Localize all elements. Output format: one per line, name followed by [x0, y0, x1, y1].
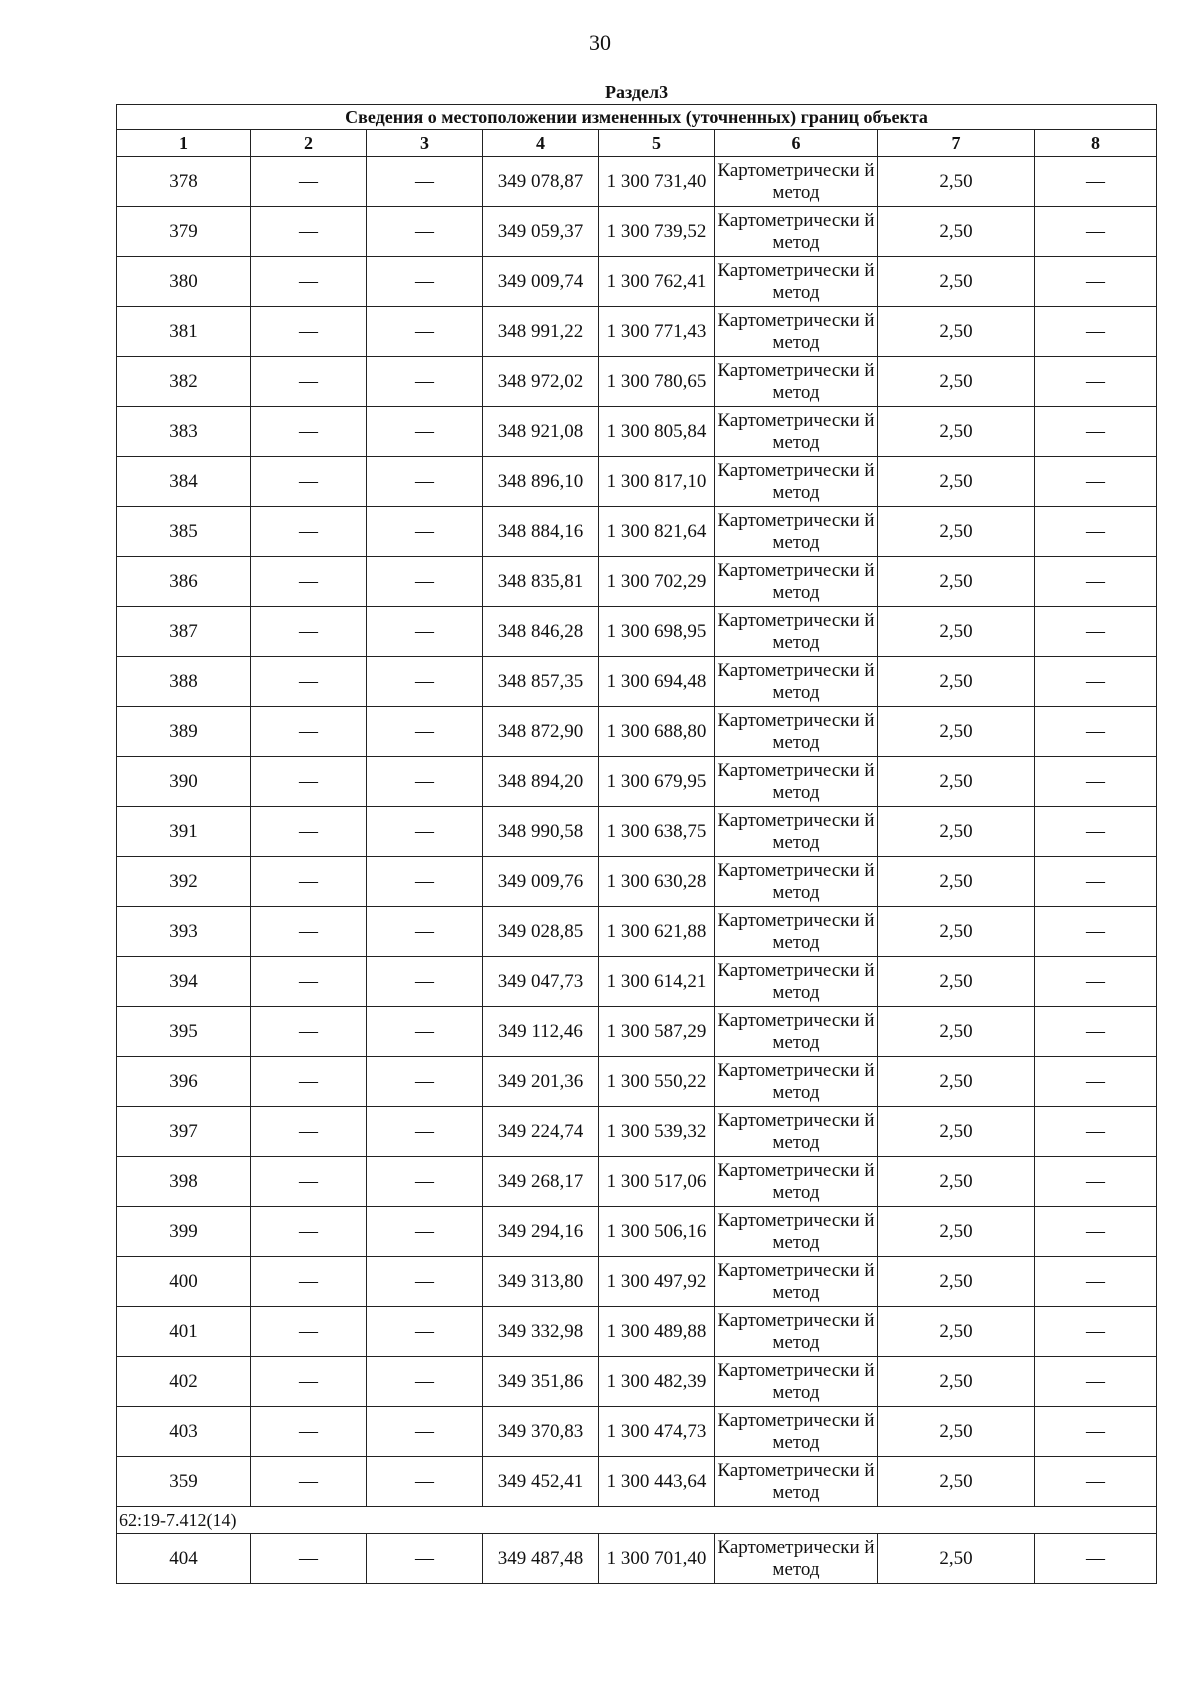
col3-cell: —	[367, 957, 483, 1007]
col2-cell: —	[251, 1407, 367, 1457]
accuracy-cell: 2,50	[878, 407, 1035, 457]
col2-cell: —	[251, 507, 367, 557]
col2-cell: —	[251, 1534, 367, 1584]
accuracy-cell: 2,50	[878, 307, 1035, 357]
column-header: 1	[117, 130, 251, 157]
col2-cell: —	[251, 207, 367, 257]
y-coordinate-cell: 1 300 587,29	[599, 1007, 715, 1057]
col8-cell: —	[1035, 407, 1157, 457]
boundary-table	[116, 80, 1157, 1584]
x-coordinate-cell: 349 112,46	[483, 1007, 599, 1057]
y-coordinate-cell: 1 300 780,65	[599, 357, 715, 407]
y-coordinate-cell: 1 300 688,80	[599, 707, 715, 757]
col3-cell: —	[367, 207, 483, 257]
accuracy-cell: 2,50	[878, 257, 1035, 307]
table-row	[117, 207, 1157, 257]
col3-cell: —	[367, 407, 483, 457]
accuracy-cell: 2,50	[878, 1057, 1035, 1107]
col8-cell: —	[1035, 1357, 1157, 1407]
page-number: 30	[589, 30, 611, 55]
col8-cell: —	[1035, 1257, 1157, 1307]
y-coordinate-cell: 1 300 506,16	[599, 1207, 715, 1257]
col2-cell: —	[251, 1257, 367, 1307]
group-row	[117, 1507, 1157, 1534]
point-number-cell: 398	[117, 1157, 251, 1207]
col8-cell: —	[1035, 957, 1157, 1007]
y-coordinate-cell: 1 300 679,95	[599, 757, 715, 807]
col8-cell: —	[1035, 857, 1157, 907]
col2-cell: —	[251, 807, 367, 857]
x-coordinate-cell: 349 351,86	[483, 1357, 599, 1407]
y-coordinate-cell: 1 300 539,32	[599, 1107, 715, 1157]
accuracy-cell: 2,50	[878, 907, 1035, 957]
col3-cell: —	[367, 1457, 483, 1507]
col2-cell: —	[251, 757, 367, 807]
table-title-row	[117, 105, 1157, 130]
point-number-cell: 378	[117, 157, 251, 207]
col8-cell: —	[1035, 307, 1157, 357]
col8-cell: —	[1035, 707, 1157, 757]
section-title: Раздел3	[605, 82, 669, 102]
y-coordinate-cell: 1 300 517,06	[599, 1157, 715, 1207]
method-cell: Картометрически й метод	[715, 1407, 878, 1457]
method-cell: Картометрически й метод	[715, 207, 878, 257]
col3-cell: —	[367, 257, 483, 307]
x-coordinate-cell: 349 028,85	[483, 907, 599, 957]
col3-cell: —	[367, 1257, 483, 1307]
col8-cell: —	[1035, 657, 1157, 707]
col3-cell: —	[367, 857, 483, 907]
col3-cell: —	[367, 1107, 483, 1157]
table-row	[117, 1257, 1157, 1307]
accuracy-cell: 2,50	[878, 657, 1035, 707]
col8-cell: —	[1035, 1307, 1157, 1357]
column-header: 3	[367, 130, 483, 157]
accuracy-cell: 2,50	[878, 1457, 1035, 1507]
x-coordinate-cell: 349 078,87	[483, 157, 599, 207]
y-coordinate-cell: 1 300 443,64	[599, 1457, 715, 1507]
y-coordinate-cell: 1 300 762,41	[599, 257, 715, 307]
table-row	[117, 307, 1157, 357]
col2-cell: —	[251, 657, 367, 707]
accuracy-cell: 2,50	[878, 207, 1035, 257]
method-cell: Картометрически й метод	[715, 707, 878, 757]
col3-cell: —	[367, 707, 483, 757]
table-row	[117, 1457, 1157, 1507]
point-number-cell: 381	[117, 307, 251, 357]
point-number-cell: 396	[117, 1057, 251, 1107]
col8-cell: —	[1035, 1107, 1157, 1157]
column-header: 6	[715, 130, 878, 157]
column-header: 5	[599, 130, 715, 157]
table-row	[117, 707, 1157, 757]
point-number-cell: 394	[117, 957, 251, 1007]
x-coordinate-cell: 348 896,10	[483, 457, 599, 507]
method-cell: Картометрически й метод	[715, 1257, 878, 1307]
y-coordinate-cell: 1 300 482,39	[599, 1357, 715, 1407]
table-row	[117, 407, 1157, 457]
y-coordinate-cell: 1 300 630,28	[599, 857, 715, 907]
col3-cell: —	[367, 1007, 483, 1057]
col2-cell: —	[251, 857, 367, 907]
x-coordinate-cell: 349 224,74	[483, 1107, 599, 1157]
y-coordinate-cell: 1 300 497,92	[599, 1257, 715, 1307]
method-cell: Картометрически й метод	[715, 1457, 878, 1507]
point-number-cell: 391	[117, 807, 251, 857]
y-coordinate-cell: 1 300 694,48	[599, 657, 715, 707]
x-coordinate-cell: 349 313,80	[483, 1257, 599, 1307]
col8-cell: —	[1035, 157, 1157, 207]
accuracy-cell: 2,50	[878, 1357, 1035, 1407]
x-coordinate-cell: 348 991,22	[483, 307, 599, 357]
table-row	[117, 557, 1157, 607]
x-coordinate-cell: 348 972,02	[483, 357, 599, 407]
col8-cell: —	[1035, 357, 1157, 407]
table-row	[117, 1057, 1157, 1107]
col2-cell: —	[251, 1057, 367, 1107]
y-coordinate-cell: 1 300 731,40	[599, 157, 715, 207]
method-cell: Картометрически й метод	[715, 807, 878, 857]
col3-cell: —	[367, 457, 483, 507]
table-row	[117, 1407, 1157, 1457]
accuracy-cell: 2,50	[878, 607, 1035, 657]
x-coordinate-cell: 348 894,20	[483, 757, 599, 807]
method-cell: Картометрически й метод	[715, 557, 878, 607]
point-number-cell: 389	[117, 707, 251, 757]
col2-cell: —	[251, 1107, 367, 1157]
col8-cell: —	[1035, 1534, 1157, 1584]
accuracy-cell: 2,50	[878, 1307, 1035, 1357]
x-coordinate-cell: 349 009,76	[483, 857, 599, 907]
table-title: Сведения о местоположении измененных (уточненных) границ объекта	[117, 105, 1157, 130]
accuracy-cell: 2,50	[878, 1257, 1035, 1307]
point-number-cell: 401	[117, 1307, 251, 1357]
col8-cell: —	[1035, 1207, 1157, 1257]
table-row	[117, 607, 1157, 657]
col3-cell: —	[367, 1407, 483, 1457]
point-number-cell: 383	[117, 407, 251, 457]
col2-cell: —	[251, 707, 367, 757]
x-coordinate-cell: 349 047,73	[483, 957, 599, 1007]
method-cell: Картометрически й метод	[715, 457, 878, 507]
group-label: 62:19-7.412(14)	[117, 1507, 1157, 1534]
method-cell: Картометрически й метод	[715, 907, 878, 957]
accuracy-cell: 2,50	[878, 707, 1035, 757]
x-coordinate-cell: 348 990,58	[483, 807, 599, 857]
x-coordinate-cell: 349 268,17	[483, 1157, 599, 1207]
y-coordinate-cell: 1 300 702,29	[599, 557, 715, 607]
y-coordinate-cell: 1 300 701,40	[599, 1534, 715, 1584]
col3-cell: —	[367, 1307, 483, 1357]
method-cell: Картометрически й метод	[715, 1057, 878, 1107]
col8-cell: —	[1035, 557, 1157, 607]
x-coordinate-cell: 349 059,37	[483, 207, 599, 257]
point-number-cell: 384	[117, 457, 251, 507]
col2-cell: —	[251, 557, 367, 607]
method-cell: Картометрически й метод	[715, 607, 878, 657]
col2-cell: —	[251, 357, 367, 407]
accuracy-cell: 2,50	[878, 157, 1035, 207]
x-coordinate-cell: 349 452,41	[483, 1457, 599, 1507]
y-coordinate-cell: 1 300 817,10	[599, 457, 715, 507]
point-number-cell: 402	[117, 1357, 251, 1407]
col8-cell: —	[1035, 807, 1157, 857]
column-header: 2	[251, 130, 367, 157]
method-cell: Картометрически й метод	[715, 307, 878, 357]
method-cell: Картометрически й метод	[715, 257, 878, 307]
table-row	[117, 907, 1157, 957]
point-number-cell: 388	[117, 657, 251, 707]
table-row	[117, 1107, 1157, 1157]
method-cell: Картометрически й метод	[715, 507, 878, 557]
point-number-cell: 404	[117, 1534, 251, 1584]
col2-cell: —	[251, 1207, 367, 1257]
accuracy-cell: 2,50	[878, 557, 1035, 607]
col2-cell: —	[251, 1007, 367, 1057]
table-row	[117, 1357, 1157, 1407]
point-number-cell: 392	[117, 857, 251, 907]
col3-cell: —	[367, 807, 483, 857]
method-cell: Картометрически й метод	[715, 407, 878, 457]
point-number-cell: 403	[117, 1407, 251, 1457]
col3-cell: —	[367, 907, 483, 957]
col3-cell: —	[367, 607, 483, 657]
x-coordinate-cell: 348 857,35	[483, 657, 599, 707]
table-row	[117, 857, 1157, 907]
col8-cell: —	[1035, 1457, 1157, 1507]
x-coordinate-cell: 349 370,83	[483, 1407, 599, 1457]
accuracy-cell: 2,50	[878, 1207, 1035, 1257]
method-cell: Картометрически й метод	[715, 1307, 878, 1357]
method-cell: Картометрически й метод	[715, 1357, 878, 1407]
y-coordinate-cell: 1 300 489,88	[599, 1307, 715, 1357]
y-coordinate-cell: 1 300 805,84	[599, 407, 715, 457]
col8-cell: —	[1035, 1407, 1157, 1457]
method-cell: Картометрически й метод	[715, 157, 878, 207]
accuracy-cell: 2,50	[878, 457, 1035, 507]
col8-cell: —	[1035, 257, 1157, 307]
accuracy-cell: 2,50	[878, 357, 1035, 407]
method-cell: Картометрически й метод	[715, 857, 878, 907]
col3-cell: —	[367, 357, 483, 407]
table-row	[117, 1207, 1157, 1257]
x-coordinate-cell: 349 201,36	[483, 1057, 599, 1107]
col2-cell: —	[251, 157, 367, 207]
accuracy-cell: 2,50	[878, 807, 1035, 857]
column-header: 4	[483, 130, 599, 157]
col8-cell: —	[1035, 757, 1157, 807]
table-row	[117, 1307, 1157, 1357]
y-coordinate-cell: 1 300 771,43	[599, 307, 715, 357]
y-coordinate-cell: 1 300 698,95	[599, 607, 715, 657]
col3-cell: —	[367, 1157, 483, 1207]
x-coordinate-cell: 348 921,08	[483, 407, 599, 457]
col8-cell: —	[1035, 507, 1157, 557]
point-number-cell: 390	[117, 757, 251, 807]
column-header: 7	[878, 130, 1035, 157]
y-coordinate-cell: 1 300 621,88	[599, 907, 715, 957]
method-cell: Картометрически й метод	[715, 957, 878, 1007]
point-number-cell: 380	[117, 257, 251, 307]
point-number-cell: 395	[117, 1007, 251, 1057]
col3-cell: —	[367, 1207, 483, 1257]
point-number-cell: 385	[117, 507, 251, 557]
table-row	[117, 257, 1157, 307]
accuracy-cell: 2,50	[878, 1157, 1035, 1207]
table-row	[117, 157, 1157, 207]
col2-cell: —	[251, 957, 367, 1007]
x-coordinate-cell: 348 884,16	[483, 507, 599, 557]
section-title-row	[117, 80, 1157, 105]
col8-cell: —	[1035, 1157, 1157, 1207]
col2-cell: —	[251, 1157, 367, 1207]
table-row	[117, 357, 1157, 407]
method-cell: Картометрически й метод	[715, 1207, 878, 1257]
x-coordinate-cell: 349 487,48	[483, 1534, 599, 1584]
accuracy-cell: 2,50	[878, 757, 1035, 807]
y-coordinate-cell: 1 300 614,21	[599, 957, 715, 1007]
point-number-cell: 386	[117, 557, 251, 607]
y-coordinate-cell: 1 300 821,64	[599, 507, 715, 557]
col3-cell: —	[367, 1057, 483, 1107]
y-coordinate-cell: 1 300 474,73	[599, 1407, 715, 1457]
col8-cell: —	[1035, 607, 1157, 657]
col2-cell: —	[251, 457, 367, 507]
x-coordinate-cell: 349 294,16	[483, 1207, 599, 1257]
col3-cell: —	[367, 507, 483, 557]
point-number-cell: 393	[117, 907, 251, 957]
point-number-cell: 382	[117, 357, 251, 407]
point-number-cell: 397	[117, 1107, 251, 1157]
col8-cell: —	[1035, 907, 1157, 957]
accuracy-cell: 2,50	[878, 507, 1035, 557]
col3-cell: —	[367, 557, 483, 607]
accuracy-cell: 2,50	[878, 1407, 1035, 1457]
col2-cell: —	[251, 907, 367, 957]
col3-cell: —	[367, 1534, 483, 1584]
point-number-cell: 399	[117, 1207, 251, 1257]
point-number-cell: 387	[117, 607, 251, 657]
accuracy-cell: 2,50	[878, 957, 1035, 1007]
method-cell: Картометрически й метод	[715, 1157, 878, 1207]
col2-cell: —	[251, 1307, 367, 1357]
col8-cell: —	[1035, 1057, 1157, 1107]
point-number-cell: 359	[117, 1457, 251, 1507]
method-cell: Картометрически й метод	[715, 657, 878, 707]
table-row	[117, 1534, 1157, 1584]
y-coordinate-cell: 1 300 550,22	[599, 1057, 715, 1107]
method-cell: Картометрически й метод	[715, 757, 878, 807]
table-row	[117, 507, 1157, 557]
col2-cell: —	[251, 407, 367, 457]
col2-cell: —	[251, 307, 367, 357]
col3-cell: —	[367, 157, 483, 207]
x-coordinate-cell: 348 872,90	[483, 707, 599, 757]
table-body	[117, 80, 1157, 1584]
y-coordinate-cell: 1 300 638,75	[599, 807, 715, 857]
y-coordinate-cell: 1 300 739,52	[599, 207, 715, 257]
table-row	[117, 457, 1157, 507]
x-coordinate-cell: 348 835,81	[483, 557, 599, 607]
point-number-cell: 400	[117, 1257, 251, 1307]
column-header: 8	[1035, 130, 1157, 157]
method-cell: Картометрически й метод	[715, 1534, 878, 1584]
col3-cell: —	[367, 657, 483, 707]
table-row	[117, 1007, 1157, 1057]
col8-cell: —	[1035, 207, 1157, 257]
x-coordinate-cell: 348 846,28	[483, 607, 599, 657]
col8-cell: —	[1035, 457, 1157, 507]
point-number-cell: 379	[117, 207, 251, 257]
col3-cell: —	[367, 307, 483, 357]
method-cell: Картометрически й метод	[715, 1107, 878, 1157]
x-coordinate-cell: 349 009,74	[483, 257, 599, 307]
table-row	[117, 807, 1157, 857]
accuracy-cell: 2,50	[878, 1534, 1035, 1584]
table-row	[117, 657, 1157, 707]
col8-cell: —	[1035, 1007, 1157, 1057]
col3-cell: —	[367, 1357, 483, 1407]
col3-cell: —	[367, 757, 483, 807]
col2-cell: —	[251, 1357, 367, 1407]
table-row	[117, 757, 1157, 807]
table-row	[117, 1157, 1157, 1207]
col2-cell: —	[251, 607, 367, 657]
col2-cell: —	[251, 1457, 367, 1507]
table-row	[117, 957, 1157, 1007]
accuracy-cell: 2,50	[878, 857, 1035, 907]
accuracy-cell: 2,50	[878, 1107, 1035, 1157]
method-cell: Картометрически й метод	[715, 357, 878, 407]
x-coordinate-cell: 349 332,98	[483, 1307, 599, 1357]
col2-cell: —	[251, 257, 367, 307]
accuracy-cell: 2,50	[878, 1007, 1035, 1057]
method-cell: Картометрически й метод	[715, 1007, 878, 1057]
column-header-row	[117, 130, 1157, 157]
